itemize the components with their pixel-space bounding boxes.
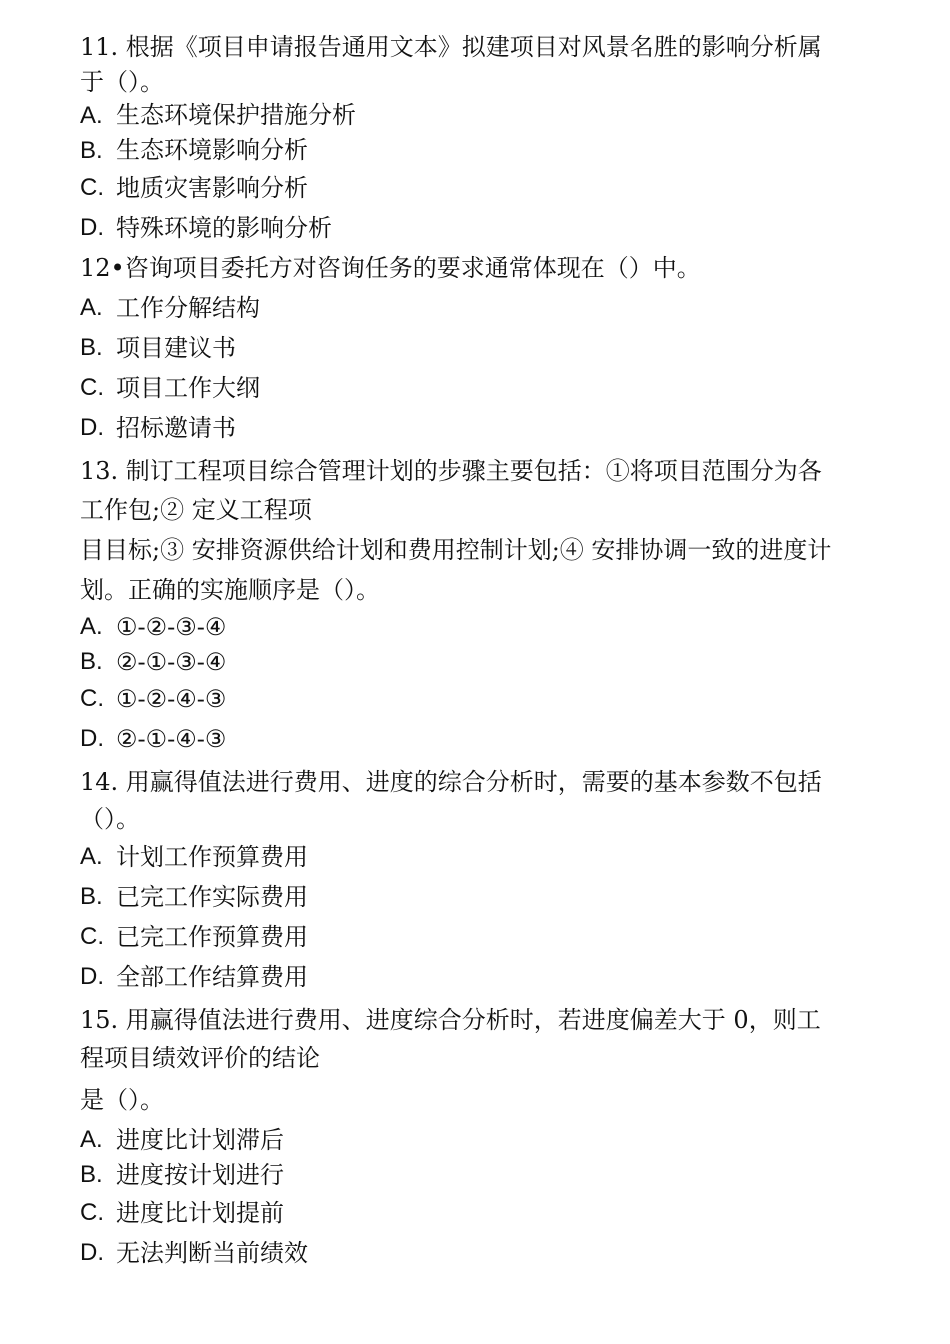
question-stem-line: （）。 <box>80 805 140 833</box>
option-d <box>80 719 880 759</box>
option-a <box>80 98 880 133</box>
option-text: 无法判断当前绩效 <box>116 1239 308 1267</box>
option-text: ②-①-④-③ <box>116 725 227 753</box>
question-13 <box>80 451 880 759</box>
option-letter: D. <box>80 214 104 241</box>
option-b <box>80 877 880 917</box>
question-stem-line: 13. 制订工程项目综合管理计划的步骤主要包括：①将项目范围分为各 <box>80 457 822 485</box>
option-letter: C. <box>80 685 104 712</box>
option-letter: A. <box>80 102 103 129</box>
document-page <box>80 30 880 1273</box>
option-letter: A. <box>80 1126 103 1153</box>
question-stem-line: 工作包;② 定义工程项 <box>80 496 312 524</box>
question-stem-line: 12•咨询项目委托方对咨询任务的要求通常体现在（）中。 <box>80 254 701 282</box>
option-text: 工作分解结构 <box>116 294 260 322</box>
option-b <box>80 328 880 368</box>
option-c <box>80 1193 880 1233</box>
option-letter: B. <box>80 883 103 910</box>
option-c <box>80 368 880 408</box>
option-a <box>80 609 880 645</box>
option-d <box>80 408 880 448</box>
option-a <box>80 288 880 328</box>
option-letter: C. <box>80 923 104 950</box>
option-letter: D. <box>80 1239 104 1266</box>
option-b <box>80 1157 880 1193</box>
option-letter: A. <box>80 294 103 321</box>
option-text: 项目工作大纲 <box>116 374 260 402</box>
option-letter: B. <box>80 334 103 361</box>
question-11 <box>80 30 880 248</box>
option-letter: A. <box>80 613 103 640</box>
option-text: 特殊环境的影响分析 <box>116 214 332 242</box>
option-text: 生态环境保护措施分析 <box>116 101 356 129</box>
option-letter: C. <box>80 374 104 401</box>
question-14 <box>80 763 880 997</box>
question-stem-line: 15. 用赢得值法进行费用、进度综合分析时，若进度偏差大于 0，则工 <box>80 1006 821 1034</box>
option-letter: D. <box>80 725 104 752</box>
question-12 <box>80 248 880 448</box>
option-text: ①-②-③-④ <box>116 613 227 641</box>
option-text: 计划工作预算费用 <box>116 843 308 871</box>
option-d <box>80 957 880 997</box>
option-letter: B. <box>80 648 103 675</box>
option-c <box>80 679 880 719</box>
question-stem-line: 划。正确的实施顺序是（）。 <box>80 576 380 604</box>
option-letter: C. <box>80 1199 104 1226</box>
option-text: 地质灾害影响分析 <box>116 174 308 202</box>
option-letter: B. <box>80 137 103 164</box>
question-stem-line: 是（）。 <box>80 1086 164 1114</box>
question-stem-line: 于（）。 <box>80 68 164 96</box>
option-text: ②-①-③-④ <box>116 648 227 676</box>
option-text: 进度比计划提前 <box>116 1199 284 1227</box>
option-letter: C. <box>80 174 104 201</box>
question-stem-line: 程项目绩效评价的结论 <box>80 1044 320 1072</box>
option-c <box>80 917 880 957</box>
question-stem-line: 14. 用赢得值法进行费用、进度的综合分析时，需要的基本参数不包括 <box>80 768 822 796</box>
option-d <box>80 208 880 248</box>
option-text: 项目建议书 <box>116 334 236 362</box>
option-letter: D. <box>80 414 104 441</box>
option-c <box>80 168 880 208</box>
option-text: 已完工作实际费用 <box>116 883 308 911</box>
question-15 <box>80 1001 880 1273</box>
option-text: 生态环境影响分析 <box>116 136 308 164</box>
option-b <box>80 133 880 168</box>
option-text: 进度按计划进行 <box>116 1161 284 1189</box>
option-text: ①-②-④-③ <box>116 685 227 713</box>
option-letter: A. <box>80 843 103 870</box>
option-a <box>80 837 880 877</box>
option-text: 已完工作预算费用 <box>116 923 308 951</box>
option-text: 招标邀请书 <box>116 414 236 442</box>
option-letter: B. <box>80 1161 103 1188</box>
option-text: 进度比计划滞后 <box>116 1126 284 1154</box>
option-a <box>80 1123 880 1157</box>
option-text: 全部工作结算费用 <box>116 963 308 991</box>
question-stem-line: 11. 根据《项目申请报告通用文本》拟建项目对风景名胜的影响分析属 <box>80 33 822 61</box>
option-b <box>80 645 880 679</box>
option-d <box>80 1233 880 1273</box>
option-letter: D. <box>80 963 104 990</box>
question-stem-line: 目目标;③ 安排资源供给计划和费用控制计划;④ 安排协调一致的进度计 <box>80 536 832 564</box>
